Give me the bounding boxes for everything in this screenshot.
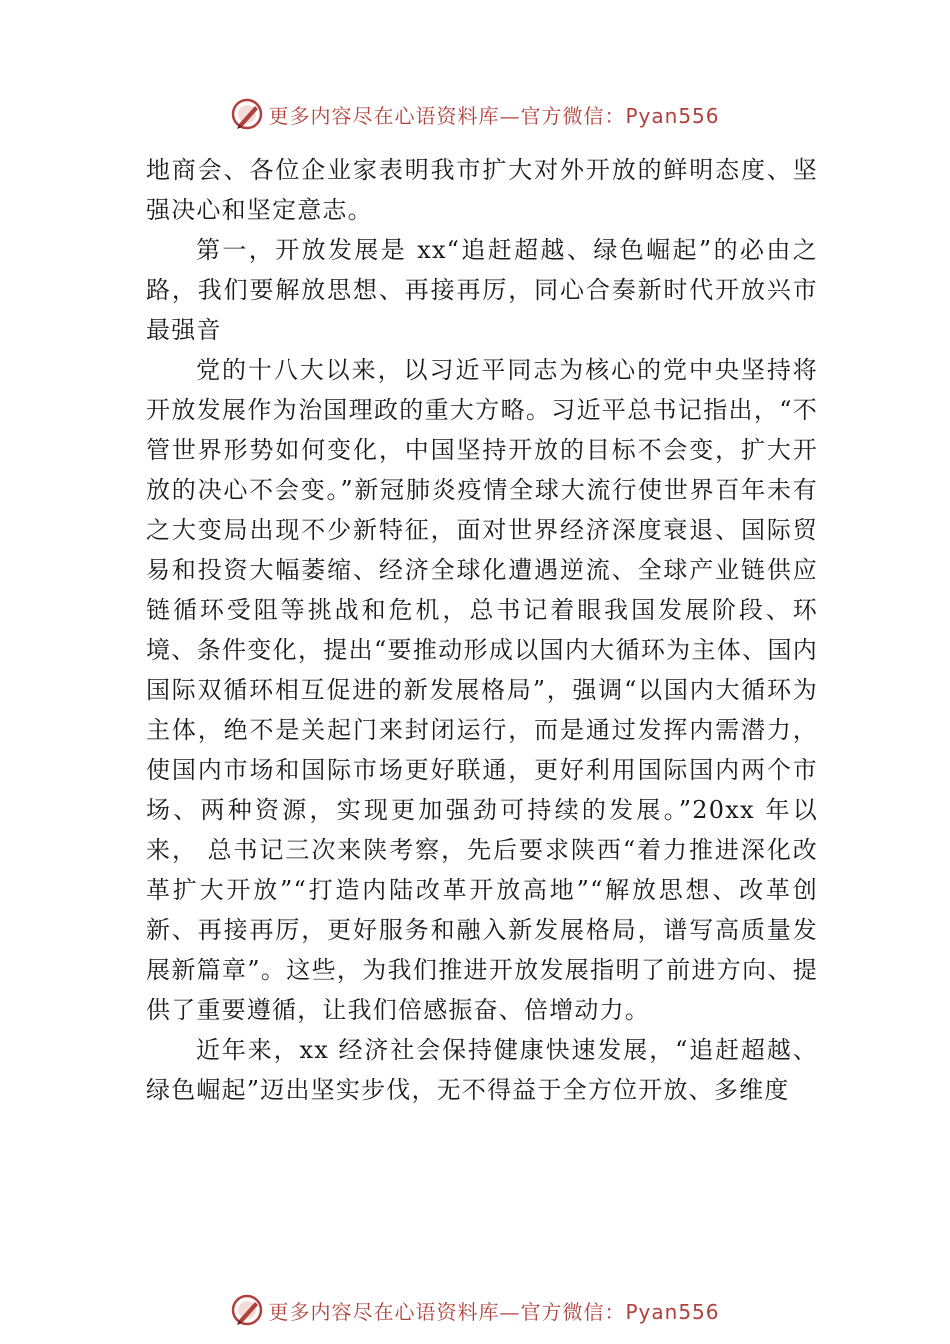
document-body (146, 150, 818, 1110)
header-banner-label: 更多内容尽在心语资料库—官方微信： (268, 103, 626, 128)
paragraph-1: 地商会、各位企业家表明我市扩大对外开放的鲜明态度、坚强决心和坚定意志。 (146, 156, 818, 224)
pen-logo-icon (230, 97, 264, 131)
footer-banner (0, 1290, 950, 1330)
paragraph-3: 党的十八大以来，以习近平同志为核心的党中央坚持将开放发展作为治国理政的重大方略。习近平总书记指出，“不管世界形势如何变化，中国坚持开放的目标不会变，扩大开放的决心不会变。”新冠肺炎疫情全球大流行使世界百年未有之大变局出现不少新特征，面对世界经济深度衰退、国际贸易和投资大幅萎缩、经济全球化遭遇逆流、全球产业链供应链循环受阻等挑战和危机，总书记着眼我国发展阶段、环境、条件变化，提出“要推动形成以国内大循环为主体、国内国际双循环相互促进的新发展格局”，强调“以国内大循环为主体，绝不是关起门来封闭运行，而是通过发挥内需潜力， 使国内市场和国际市场更好联通，更好利用国际国内两个市场、两种资源，实现更加强劲可持续的发展。”20xx 年以来， 总书记三次来陕考察，先后要求陕西“着力推进深化改革扩大开放”“打造内陆改革开放高地”“解放思想、改革创新、再接再厉，更好服务和融入新发展格局，谱写高质量发展新篇章”。这些，为我们推进开放发展指明了前进方向、提供了重要遵循，让我们倍感振奋、倍增动力。 (146, 356, 818, 1024)
paragraph-4: 近年来，xx 经济社会保持健康快速发展，“追赶超越、绿色崛起”迈出坚实步伐，无不得益于全方位开放、多维度 (146, 1036, 818, 1104)
header-banner-text (268, 100, 719, 129)
footer-banner-label: 更多内容尽在心语资料库—官方微信： (268, 1299, 626, 1324)
footer-wechat-id: Pyan556 (625, 1299, 720, 1324)
paragraph-2-heading: 第一，开放发展是 xx“追赶超越、绿色崛起”的必由之路，我们要解放思想、再接再厉，同心合奏新时代开放兴市最强音 (146, 236, 818, 344)
header-wechat-id: Pyan556 (625, 103, 720, 128)
pen-logo-icon (230, 1293, 264, 1327)
footer-banner-text (268, 1296, 719, 1325)
header-banner (0, 94, 950, 134)
